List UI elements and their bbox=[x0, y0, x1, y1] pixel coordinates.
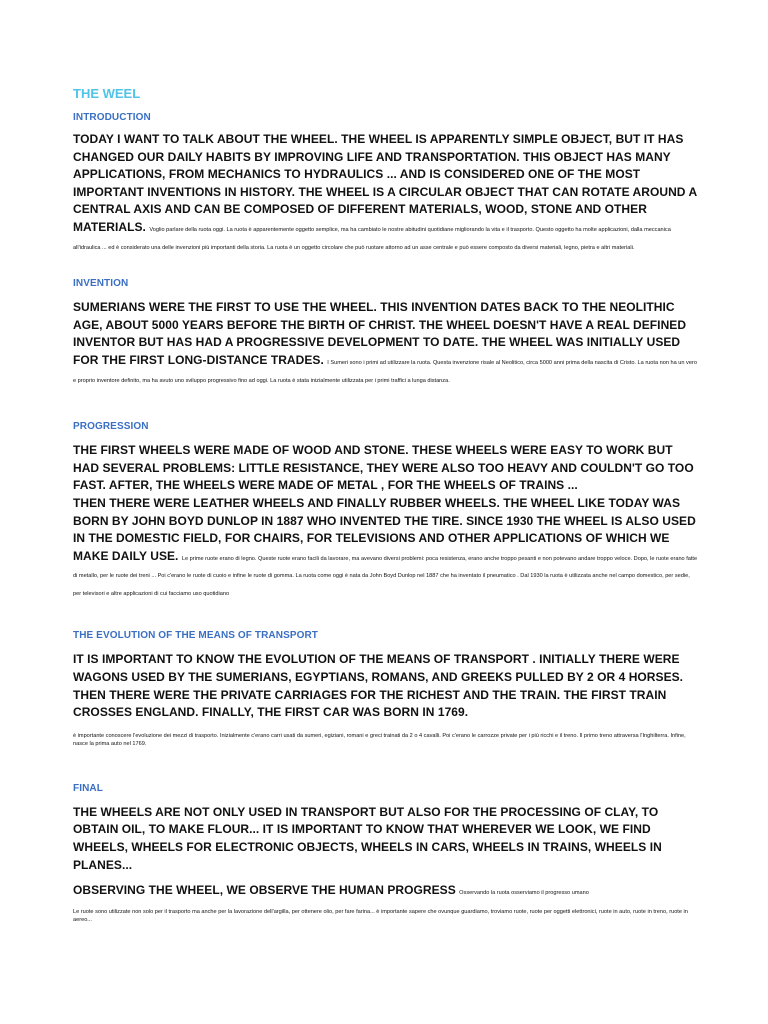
closing-statement-text: OBSERVING THE WHEEL, WE OBSERVE THE HUMAN PROGRESS bbox=[73, 883, 456, 898]
paragraph-progression-2 bbox=[73, 495, 698, 601]
paragraph-final: THE WHEELS ARE NOT ONLY USED IN TRANSPORT BUT ALSO FOR THE PROCESSING OF CLAY, TO OBTAIN OIL, TO MAKE FLOUR... IT IS IMPORTANT TO KNOW THAT WHEREVER WE LOOK, WE FIND WHEELS, WHEELS FOR ELECTRONIC OBJECTS, WHEELS IN CARS, WHEELS IN TRAINS, WHEELS IN PLANES... bbox=[73, 804, 662, 872]
closing-translation: Osservando la ruota osserviamo il progresso umano bbox=[459, 890, 589, 897]
document-page bbox=[73, 86, 698, 925]
paragraph-evolution: IT IS IMPORTANT TO KNOW THE EVOLUTION OF THE MEANS OF TRANSPORT . INITIALLY THERE WERE WAGONS USED BY THE SUMERIANS, EGYPTIANS, ROMANS, AND GREEKS PULLED BY 2 OR 4 HORSES. THEN THERE WERE THE PRIVATE CARRIAGES FOR THE RICHEST AND THE TRAIN. THE FIRST TRAIN CROSSES ENGLAND. FINALLY, THE FIRST CAR WAS BORN IN 1769. bbox=[73, 652, 684, 720]
paragraph-introduction bbox=[73, 131, 698, 254]
heading-final: FINAL bbox=[73, 782, 103, 794]
translation-evolution: è importante conoscere l'evoluzione dei mezzi di trasporto. Inizialmente c'erano carri usati da sumeri, egiziani, romani e greci trainati da 2 o 4 cavalli. Poi c'erano le carrozze private per i più ricchi e il treno. Il primo treno attraversa l'Inghilterra. Infine, nasce la prima auto nel 1769. bbox=[73, 732, 686, 748]
paragraph-invention bbox=[73, 299, 698, 387]
heading-progression: PROGRESSION bbox=[73, 421, 149, 433]
document-title: THE WEEL bbox=[73, 86, 141, 101]
translation-final: Le ruote sono utilizzate non solo per il trasporto ma anche per la lavorazione dell'argilla, per ottenere olio, per fare farina... è importante sapere che ovunque guardiamo, troviamo ruote, ruote per oggetti elettronici, ruote in auto, ruote in treno, ruote in aereo... bbox=[73, 908, 688, 924]
heading-invention: INVENTION bbox=[73, 278, 129, 290]
translation-introduction: Voglio parlare della ruota oggi. La ruota è apparentemente oggetto semplice, ma ha cambiato le nostre abitudini quotidiane migliorando la vita e il trasporto. Questo oggetto ha molte applicazioni, dalla meccanica all'idraulica ... ed è considerato una delle invenzioni più importanti della storia. La ruota è un oggetto circolare che può ruotare attorno ad un asse centrale e può essere composto da diversi materiali, legno, pietra e altri materiali. bbox=[73, 226, 671, 251]
paragraph-introduction-text: TODAY I WANT TO TALK ABOUT THE WHEEL. THE WHEEL IS APPARENTLY SIMPLE OBJECT, BUT IT HAS CHANGED OUR DAILY HABITS BY IMPROVING LIFE AND TRANSPORTATION. THIS OBJECT HAS MANY APPLICATIONS, FROM MECHANICS TO HYDRAULICS ... AND IS CONSIDERED ONE OF THE MOST IMPORTANT INVENTIONS IN HISTORY. THE WHEEL IS A CIRCULAR OBJECT THAT CAN ROTATE AROUND A CENTRAL AXIS AND CAN BE COMPOSED OF DIFFERENT MATERIALS, WOOD, STONE AND OTHER MATERIALS. bbox=[73, 132, 697, 234]
paragraph-progression-2-text: THEN THERE WERE LEATHER WHEELS AND FINALLY RUBBER WHEELS. THE WHEEL LIKE TODAY WAS BORN BY JOHN BOYD DUNLOP IN 1887 WHO INVENTED THE TIRE. SINCE 1930 THE WHEEL IS ALSO USED IN THE DOMESTIC FIELD, FOR CHAIRS, FOR TELEVISIONS AND OTHER APPLICATIONS OF WHICH WE MAKE DAILY USE. bbox=[73, 495, 696, 563]
paragraph-progression-1: THE FIRST WHEELS WERE MADE OF WOOD AND STONE. THESE WHEELS WERE EASY TO WORK BUT HAD SEVERAL PROBLEMS: LITTLE RESISTANCE, THEY WERE ALSO TOO HEAVY AND COULDN'T GO TOO FAST. AFTER, THE WHEELS WERE MADE OF METAL , FOR THE WHEELS OF TRAINS ... bbox=[73, 443, 694, 493]
paragraph-invention-text: SUMERIANS WERE THE FIRST TO USE THE WHEEL. THIS INVENTION DATES BACK TO THE NEOLITHIC AGE, ABOUT 5000 YEARS BEFORE THE BIRTH OF CHRIST. THE WHEEL DOESN'T HAVE A REAL DEFINED INVENTOR BUT HAS HAD A PROGRESSIVE DEVELOPMENT TO DATE. THE WHEEL WAS INITIALLY USED FOR THE FIRST LONG-DISTANCE TRADES. bbox=[73, 300, 687, 367]
translation-progression: Le prime ruote erano di legno. Queste ruote erano facili da lavorare, ma avevano diversi problemi: poca resistenza, erano anche troppo pesanti e non potevano andare troppo veloce. Dopo, le ruote erano fatte di metallo, per le ruote dei treni ... Poi c'erano le ruote di cuoio e infine le ruote di gomma. La ruota come oggi è nata da John Boyd Dunlop nel 1887 che ha inventato il pneumatico . Dal 1930 la ruota è utilizzata anche nel campo domestico, per sedie, per televisori e altre applicazioni di cui facciamo uso quotidiano bbox=[73, 555, 698, 597]
closing-statement bbox=[73, 882, 698, 900]
heading-evolution: THE EVOLUTION OF THE MEANS OF TRANSPORT bbox=[73, 630, 319, 642]
heading-introduction: INTRODUCTION bbox=[73, 112, 151, 123]
translation-invention: I Sumeri sono i primi ad utilizzare la ruota. Questa invenzione risale al Neolitico, circa 5000 anni prima della nascita di Cristo. La ruota non ha un vero e proprio inventore definito, ma ha avuto uno sviluppo progressivo fino ad oggi. La ruota è stata inizialmente utilizzata per i primi traffici a lunga distanza. bbox=[73, 359, 697, 384]
